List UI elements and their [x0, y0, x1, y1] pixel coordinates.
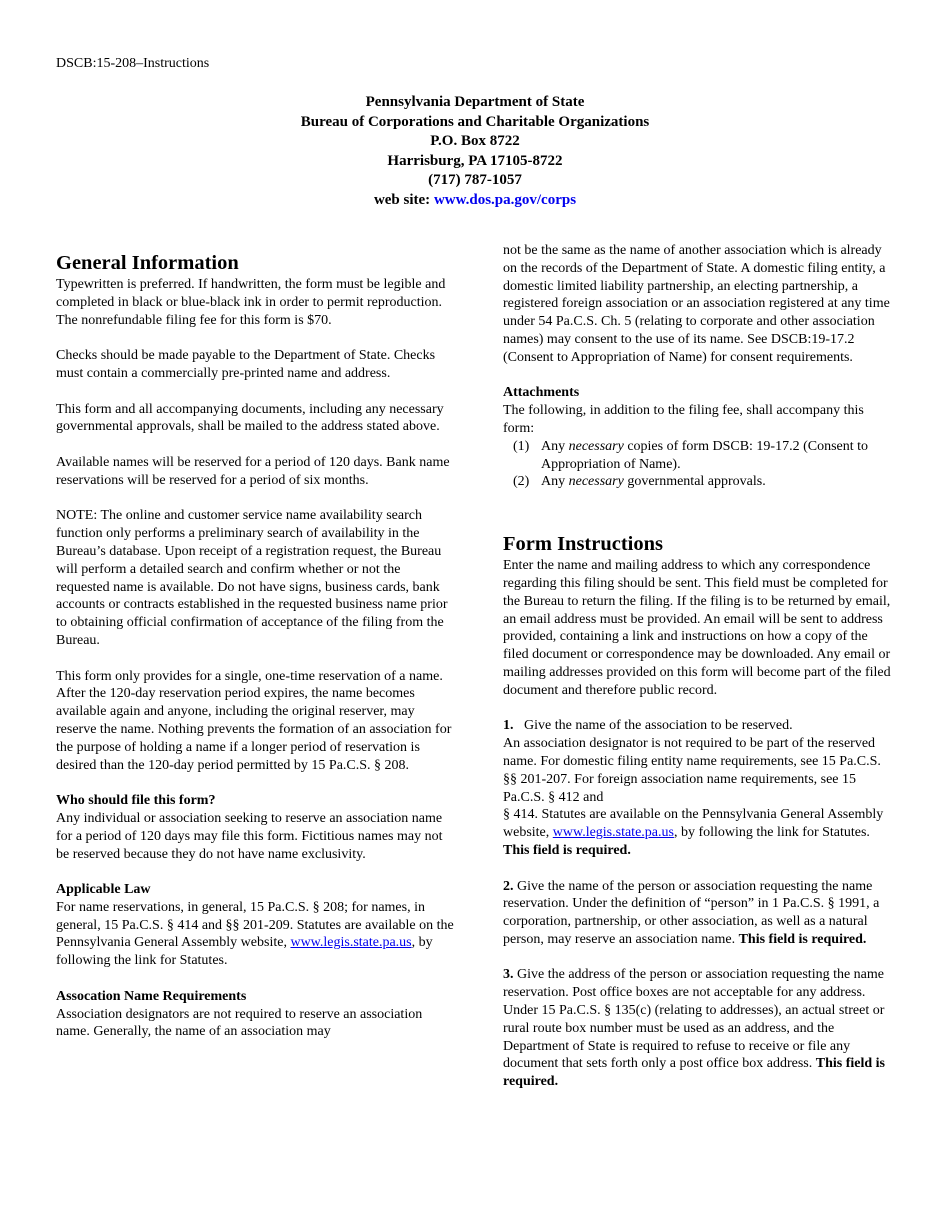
instruction-3-num: 3.: [503, 967, 514, 983]
attachment-emphasis: necessary: [568, 474, 624, 490]
header-po-box: P.O. Box 8722: [430, 133, 520, 149]
applicable-law-body: For name reservations, in general, 15 Pa.C.S. § 208; for names, in general, 15 Pa.C.S. § 414 and §§ 201-209. Statutes are available on the Pennsylvania General Assembly website,: [56, 899, 454, 951]
website-label: web site:: [373, 191, 434, 208]
website-link[interactable]: www.dos.pa.gov/corps: [433, 191, 577, 208]
who-should-file-text: Any individual or association seeking to reserve an association name for a period of 120 days may file this form. Fictitious names may not be reserved because they do not have name exclusivity.: [56, 810, 443, 862]
attachment-emphasis: necessary: [568, 438, 624, 454]
attachment-pre: Any: [541, 438, 569, 454]
form-instructions-intro: Enter the name and mailing address to which any correspondence regarding this filing should be sent. This field must be completed for the Bureau to return the filing. If the filing is to be returned by email, an email address must be provided. An email will be sent to address provided, containing a link and instructions on how a copy of the filed document or correspondence may be downloaded. Any email or mailing addresses provided on this form will become part of the filed document and therefore public record.: [503, 558, 891, 698]
form-id: DSCB:15-208–Instructions: [56, 56, 210, 71]
legis-link[interactable]: www.legis.state.pa.us: [290, 935, 412, 951]
general-info-note: NOTE: The online and customer service name availability search function only performs a preliminary search of availability in the Bureau’s database. Upon receipt of a registration request, the Bureau will perform a detailed search and confirm whether or not the requested name is available. Do not have signs, business cards, bank accounts or contracts established in the requested business name prior to obtaining official confirmation of acceptance of the filing from the Bureau.: [56, 508, 448, 648]
applicable-law-tail: , by following the link for Statutes.: [56, 935, 433, 969]
attachment-num: (2): [513, 474, 530, 490]
general-info-p3: This form and all accompanying documents, including any necessary governmental approvals, shall be mailed to the address stated above.: [56, 401, 444, 435]
attachments-heading: Attachments: [503, 385, 580, 401]
general-info-p6: This form only provides for a single, one-time reservation of a name. After the 120-day reservation period expires, the name becomes available again and anyone, including the original reserver, may reserve the name. Nothing prevents the formation of an association for the purpose of holding a name if a longer period of reservation is desired than the 120-day period permitted by 15 Pa.C.S. § 208.: [56, 668, 452, 773]
instruction-1-required: This field is required.: [503, 842, 631, 858]
general-info-p4: Available names will be reserved for a period of 120 days. Bank name reservations will be reserved for a period of six months.: [56, 454, 450, 488]
attachment-post: governmental approvals.: [623, 474, 766, 490]
name-requirements-text-cont: not be the same as the name of another association which is already on the records of the Department of State. A domestic filing entity, a domestic limited liability partnership, an electing partnership, a registered foreign association or an association registered at any time under 54 Pa.C.S. Ch. 5 (relating to corporate and other association names) may consent to the use of its name. See DSCB:19-17.2 (Consent to Appropriation of Name) for consent requirements.: [503, 243, 890, 365]
legis-link-2[interactable]: www.legis.state.pa.us: [552, 825, 674, 841]
header-city: Harrisburg, PA 17105-8722: [387, 152, 563, 169]
attachment-text: [541, 473, 766, 491]
who-should-file-heading: Who should file this form?: [56, 793, 216, 809]
left-column: [56, 250, 456, 1041]
instruction-3-text: Give the address of the person or association requesting the name reservation. Post office boxes are not acceptable for any address. Under 15 Pa.C.S. § 135(c) (relating to addresses), an actual street or rural route box number must be used as an address, and the Department of State is required to refuse to receive or file any document that sets forth only a post office box address.: [503, 967, 885, 1072]
instruction-1-text2: [503, 806, 895, 859]
attachment-item: [503, 473, 895, 491]
attachment-num: (1): [513, 438, 530, 454]
header-website: [0, 191, 950, 211]
header-bureau: Bureau of Corporations and Charitable Organizations: [300, 113, 650, 130]
general-info-p1: Typewritten is preferred. If handwritten, the form must be legible and completed in black or blue-black ink in order to permit reproduction. The nonrefundable filing fee for this form is $70.: [56, 277, 446, 328]
header-address-block: [0, 93, 950, 210]
instruction-2-required: This field is required.: [738, 931, 867, 947]
right-column: [503, 243, 895, 1091]
attachment-item: [503, 438, 895, 474]
attachment-pre: Any: [541, 474, 569, 490]
header-department: Pennsylvania Department of State: [365, 94, 585, 110]
name-requirements-heading: Assocation Name Requirements: [56, 988, 247, 1004]
instruction-1-body: § 414. Statutes are available on the Pennsylvania General Assembly website,: [503, 807, 884, 841]
instruction-3-required: This field is required.: [503, 1056, 885, 1090]
instruction-1-heading: [503, 717, 895, 735]
instruction-1-tail: , by following the link for Statutes.: [673, 825, 870, 841]
attachment-post: copies of form DSCB: 19-17.2 (Consent to Appropriation of Name).: [541, 438, 869, 472]
applicable-law-text: [56, 899, 456, 970]
instruction-1-title: Give the name of the association to be reserved.: [513, 718, 793, 734]
name-requirements-text-start: Association designators are not required to reserve an association name. Generally, the name of an association may: [56, 1006, 423, 1040]
general-info-p2: Checks should be made payable to the Department of State. Checks must contain a commercially pre-printed name and address.: [56, 348, 436, 381]
form-instructions-heading: Form Instructions: [503, 533, 664, 556]
attachments-list: [503, 438, 895, 491]
instruction-1-text: An association designator is not required to be part of the reserved name. For domestic filing entity name requirements, see 15 Pa.C.S. §§ 201-207. For foreign association name requirements, see 15 Pa.C.S. § 412 and: [503, 736, 881, 805]
attachment-text: [541, 438, 895, 474]
instruction-2-num: 2.: [503, 878, 514, 894]
attachments-intro: The following, in addition to the filing fee, shall accompany this form:: [503, 403, 864, 436]
applicable-law-heading: Applicable Law: [56, 882, 151, 898]
instruction-1-num: 1.: [503, 718, 514, 734]
instruction-2: [503, 878, 895, 949]
instruction-3: [503, 966, 895, 1091]
header-phone: (717) 787-1057: [428, 172, 522, 188]
general-info-heading: General Information: [56, 252, 239, 274]
instruction-2-text: Give the name of the person or association requesting the name reservation. Under the definition of “person” in 1 Pa.C.S. § 1991, a corporation, partnership, or other association, as well as a natural person, may reserve an association name.: [503, 878, 880, 947]
